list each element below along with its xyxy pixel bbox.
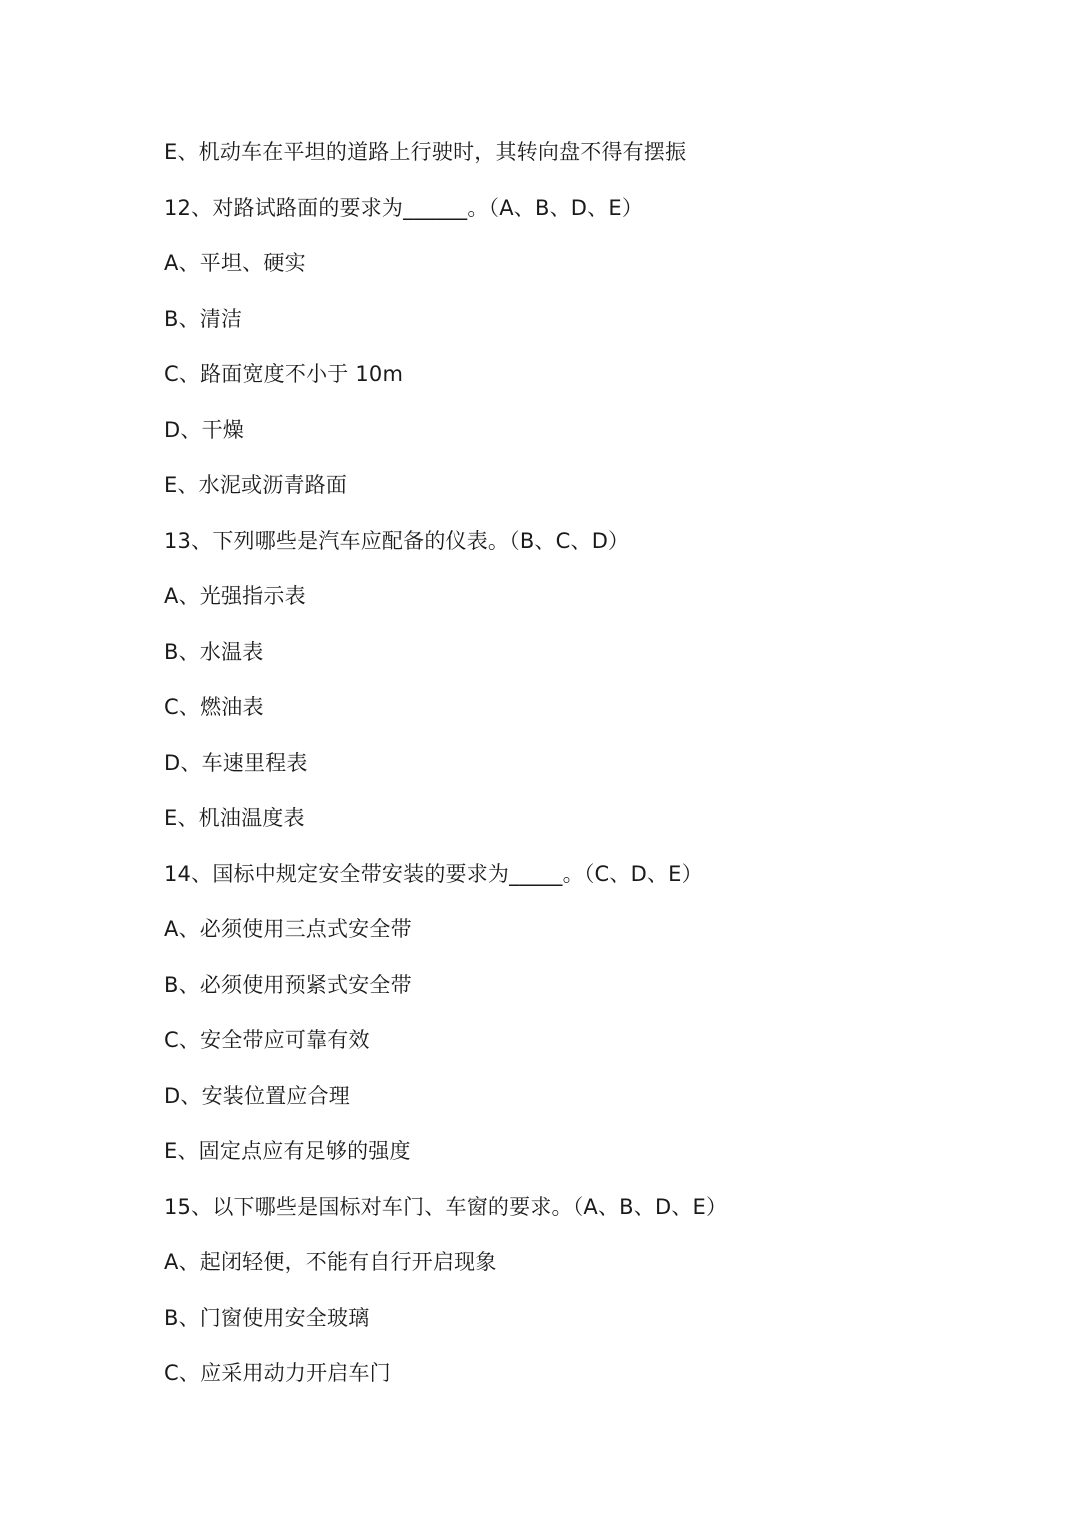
option-line: E、固定点应有足够的强度 — [164, 1139, 411, 1163]
question-list — [164, 132, 1044, 1409]
option-line: C、安全带应可靠有效 — [164, 1028, 370, 1052]
option-line: B、水温表 — [164, 639, 264, 664]
option-line: E、机动车在平坦的道路上行驶时，其转向盘不得有摆振 — [164, 140, 687, 164]
question-line: 15、以下哪些是国标对车门、车窗的要求。（A、B、D、E） — [164, 1194, 728, 1219]
option-line: B、门窗使用安全玻璃 — [164, 1305, 370, 1330]
option-line: C、路面宽度不小于 10m — [164, 362, 404, 386]
option-line: A、光强指示表 — [164, 584, 306, 608]
question-line: 14、国标中规定安全带安装的要求为_____。（C、D、E） — [164, 861, 703, 886]
option-line: C、燃油表 — [164, 695, 264, 719]
option-line: A、平坦、硬实 — [164, 251, 306, 275]
option-line: D、安装位置应合理 — [164, 1083, 350, 1108]
option-line: E、水泥或沥青路面 — [164, 473, 348, 497]
option-line: D、车速里程表 — [164, 750, 308, 775]
option-line: B、必须使用预紧式安全带 — [164, 972, 412, 997]
option-line: B、清洁 — [164, 306, 243, 331]
option-line: A、起闭轻便，不能有自行开启现象 — [164, 1250, 497, 1274]
question-line: 12、对路试路面的要求为______。（A、B、D、E） — [164, 195, 644, 220]
question-line: 13、下列哪些是汽车应配备的仪表。（B、C、D） — [164, 528, 630, 553]
option-line: C、应采用动力开启车门 — [164, 1361, 391, 1385]
option-line: A、必须使用三点式安全带 — [164, 917, 412, 941]
option-line: E、机油温度表 — [164, 806, 305, 830]
option-line: D、干燥 — [164, 417, 244, 442]
